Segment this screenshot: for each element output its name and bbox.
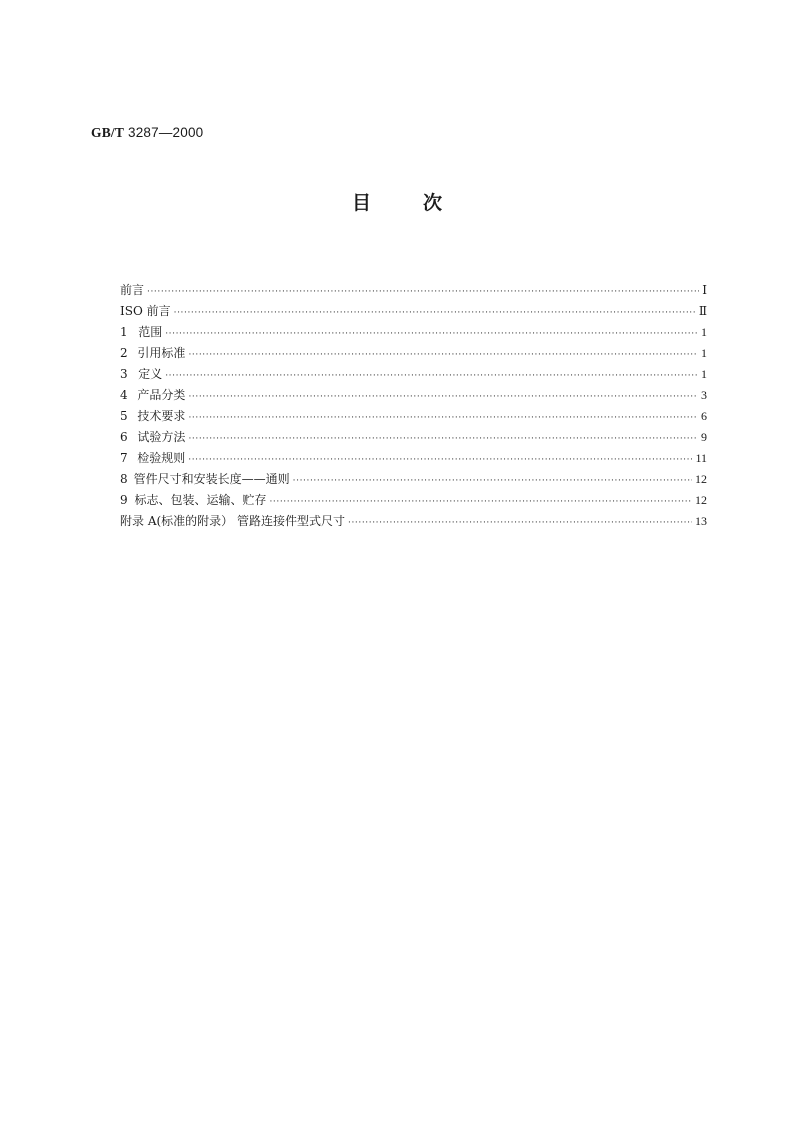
toc-entry-label: 试验方法 (137, 430, 186, 444)
toc-entry-label: 范围 (138, 325, 163, 339)
toc-entry[interactable] (120, 490, 707, 511)
toc-leader-dots (348, 513, 692, 534)
toc-entry-number: 5 (120, 409, 128, 423)
toc-entry[interactable] (120, 280, 707, 301)
toc-leader-dots (293, 471, 692, 492)
table-of-contents (120, 280, 707, 532)
toc-entry-page: Ⅰ (702, 283, 707, 297)
toc-entry-page: 12 (695, 472, 707, 486)
toc-leader-dots (188, 429, 698, 450)
toc-entry-page: Ⅱ (698, 304, 707, 318)
toc-entry-page: 3 (701, 388, 707, 402)
toc-entry-label: ISO 前言 (120, 304, 171, 318)
toc-entry-number: 3 (120, 367, 128, 381)
toc-entry[interactable] (120, 406, 707, 427)
toc-entry-label: 产品分类 (137, 388, 186, 402)
toc-entry[interactable] (120, 364, 707, 385)
toc-entry-page: 1 (701, 367, 707, 381)
toc-leader-dots (188, 345, 698, 366)
toc-entry-label: 技术要求 (137, 409, 186, 423)
page-title (0, 188, 794, 215)
standard-number: 3287—2000 (128, 125, 204, 140)
toc-entry[interactable] (120, 385, 707, 406)
toc-leader-dots (188, 408, 698, 429)
toc-entry-label: 定义 (138, 367, 163, 381)
toc-entry-label: 附录 A(标准的附录） 管路连接件型式尺寸 (120, 514, 345, 528)
toc-entry-page: 12 (695, 493, 707, 507)
title-char-2: 次 (423, 192, 443, 214)
toc-entry[interactable] (120, 469, 707, 490)
toc-leader-dots (147, 282, 699, 303)
toc-leader-dots (188, 450, 692, 471)
standard-prefix: GB/T (91, 125, 125, 140)
toc-entry-number: 4 (120, 388, 128, 402)
title-char-1: 目 (351, 192, 371, 214)
toc-entry-label: 管件尺寸和安装长度——通则 (133, 472, 290, 486)
toc-entry[interactable] (120, 343, 707, 364)
toc-entry-page: 1 (701, 346, 707, 360)
toc-entry[interactable] (120, 427, 707, 448)
toc-leader-dots (165, 366, 698, 387)
toc-entry-page: 9 (701, 430, 707, 444)
toc-entry-label: 引用标准 (137, 346, 186, 360)
toc-entry-number: 8 (120, 472, 128, 486)
toc-entry-label: 标志、包装、运输、贮存 (134, 493, 267, 507)
toc-entry-number: 1 (120, 325, 128, 339)
toc-entry-page: 6 (701, 409, 707, 423)
toc-leader-dots (269, 492, 692, 513)
toc-entry-page: 11 (695, 451, 707, 465)
toc-entry-page: 1 (701, 325, 707, 339)
toc-entry-label: 前言 (120, 283, 145, 297)
toc-leader-dots (165, 324, 698, 345)
toc-entry-number: 9 (120, 493, 128, 507)
toc-entry-label: 检验规则 (137, 451, 186, 465)
toc-entry-page: 13 (695, 514, 707, 528)
toc-entry[interactable] (120, 322, 707, 343)
toc-leader-dots (188, 387, 698, 408)
standard-code (91, 125, 203, 141)
toc-entry[interactable] (120, 301, 707, 322)
toc-entry-number: 7 (120, 451, 128, 465)
toc-leader-dots (174, 303, 696, 324)
toc-entry[interactable] (120, 511, 707, 532)
toc-entry-number: 2 (120, 346, 128, 360)
toc-entry[interactable] (120, 448, 707, 469)
toc-entry-number: 6 (120, 430, 128, 444)
